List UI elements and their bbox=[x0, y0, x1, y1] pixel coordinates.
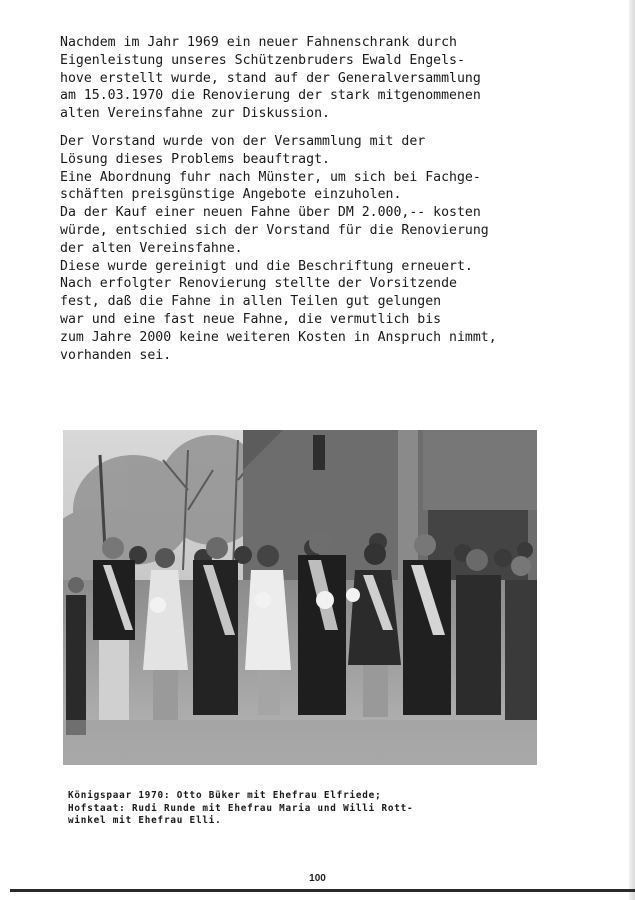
text-line: am 15.03.1970 die Renovierung der stark mitgenommenen bbox=[60, 88, 481, 104]
text-line: vorhanden sei. bbox=[60, 347, 172, 363]
body-text bbox=[60, 34, 580, 364]
text-line: würde, entschied sich der Vorstand für die Renovierung bbox=[60, 222, 489, 238]
text-line: Nach erfolgter Renovierung stellte der Vorsitzende bbox=[60, 276, 457, 292]
caption-line: Königspaar 1970: Otto Büker mit Ehefrau Elfriede; bbox=[68, 790, 382, 801]
text-line: alten Vereinsfahne zur Diskussion. bbox=[60, 106, 330, 122]
text-line: fest, daß die Fahne in allen Teilen gut gelungen bbox=[60, 294, 442, 310]
group-photo bbox=[63, 430, 537, 765]
text-line: hove erstellt wurde, stand auf der Generalversammlung bbox=[60, 70, 481, 86]
text-line: der alten Vereinsfahne. bbox=[60, 240, 243, 256]
photo-caption bbox=[68, 790, 568, 828]
page-edge-shadow bbox=[629, 0, 635, 900]
text-line: Lösung dieses Problems beauftragt. bbox=[60, 151, 330, 167]
text-line: Nachdem im Jahr 1969 ein neuer Fahnenschrank durch bbox=[60, 35, 457, 50]
text-line: war und eine fast neue Fahne, die vermutlich bis bbox=[60, 311, 442, 327]
text-line: Da der Kauf einer neuen Fahne über DM 2.000,-- kosten bbox=[60, 205, 481, 221]
page-number: 100 bbox=[309, 873, 326, 884]
page-bottom-edge bbox=[10, 889, 635, 892]
text-line: schäften preisgünstige Angebote einzuholen. bbox=[60, 187, 402, 203]
caption-line: Hofstaat: Rudi Runde mit Ehefrau Maria und Willi Rott- bbox=[68, 802, 414, 814]
text-line: Eigenleistung unseres Schützenbruders Ewald Engels- bbox=[60, 52, 465, 68]
text-line: Der Vorstand wurde von der Versammlung mit der bbox=[60, 133, 426, 149]
paragraph-2 bbox=[60, 133, 580, 364]
caption-line: winkel mit Ehefrau Elli. bbox=[68, 815, 222, 826]
text-line: Diese wurde gereinigt und die Beschriftung erneuert. bbox=[60, 258, 473, 274]
text-line: zum Jahre 2000 keine weiteren Kosten in Anspruch nimmt, bbox=[60, 329, 497, 345]
text-line: Eine Abordnung fuhr nach Münster, um sich bei Fachge- bbox=[60, 169, 481, 185]
paragraph-1 bbox=[60, 34, 580, 123]
